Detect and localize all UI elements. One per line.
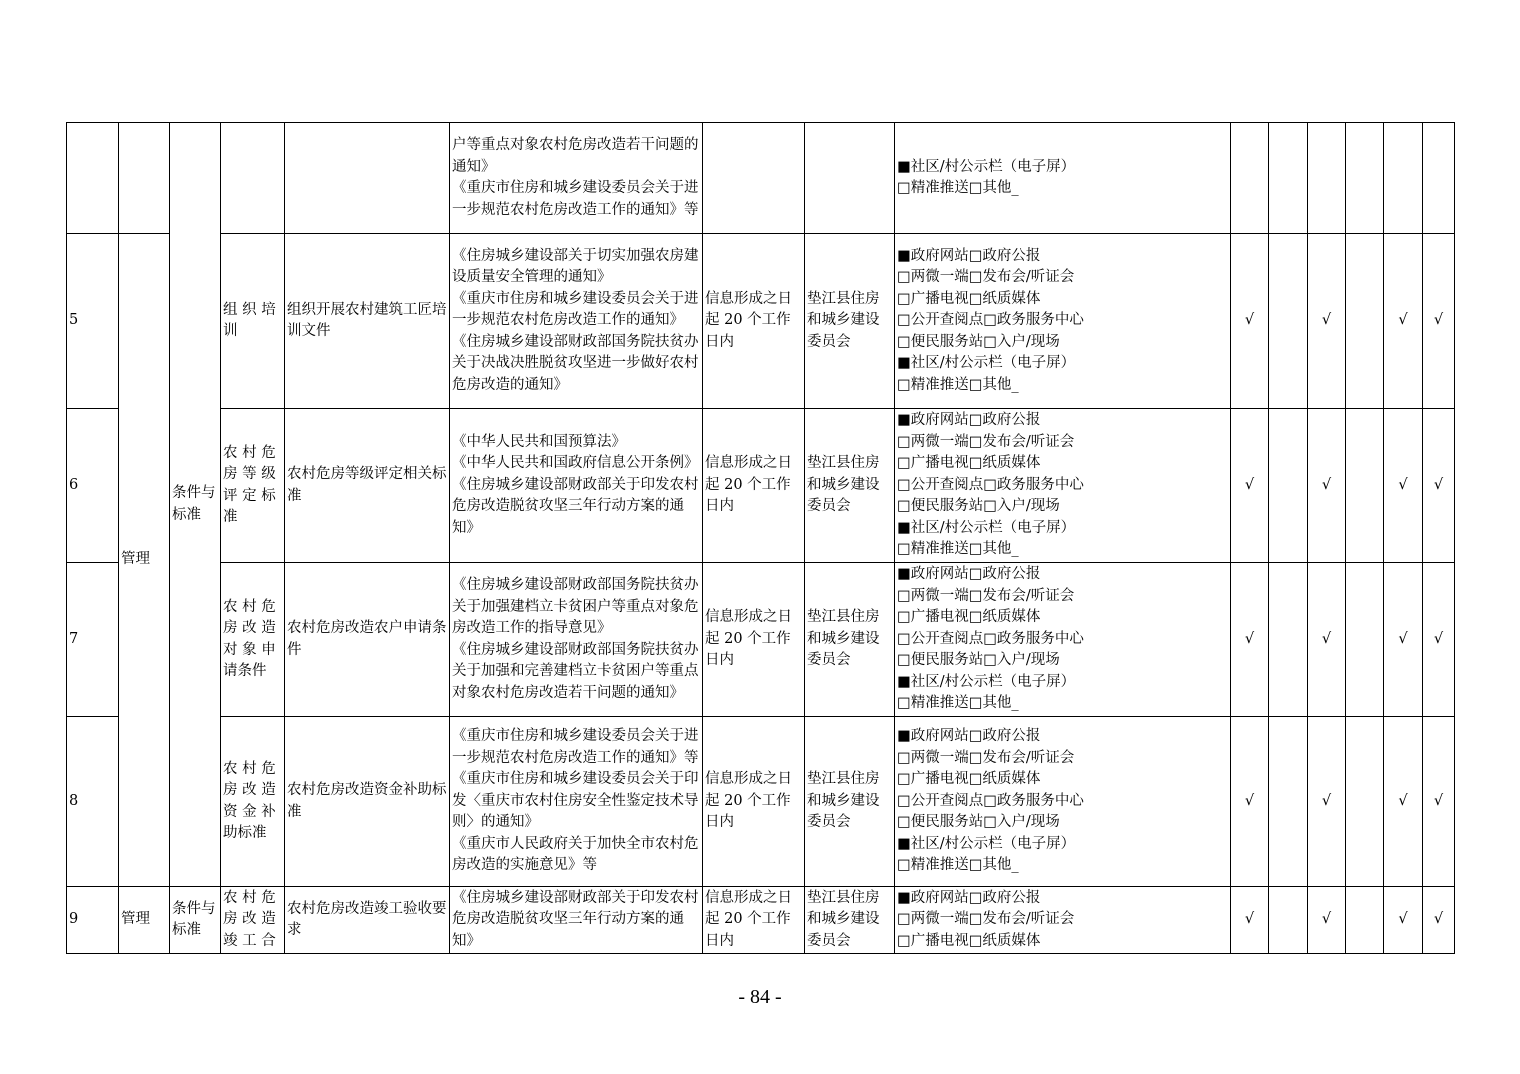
text-line: 组 织 培 [223, 301, 276, 318]
channels-cell [895, 234, 1231, 409]
text-line: □广播电视□纸质媒体 [897, 932, 1041, 949]
check-cell: √ [1384, 887, 1423, 954]
text-line: □公开查阅点□政务服务中心 [897, 312, 1084, 329]
check-cell: √ [1384, 409, 1423, 563]
check-cell: √ [1231, 409, 1269, 563]
text-line: 农 村 危 [223, 444, 276, 461]
agency-cell: 垫江县住房和城乡建设委员会 [805, 717, 895, 887]
channels-cell [895, 717, 1231, 887]
check-cell [1346, 123, 1384, 234]
text-line: 《住房城乡建设部财政部国务院扶贫办关于加强和完善建档立卡贫困户等重点对象农村危房改造若干问题的通知》 [452, 641, 699, 701]
table-row [67, 563, 1455, 717]
check-cell [1269, 563, 1308, 717]
basis-cell [450, 409, 703, 563]
text-line: 《中华人民共和国预算法》 [452, 433, 626, 450]
agency-cell: 垫江县住房和城乡建设委员会 [805, 409, 895, 563]
check-cell [1346, 234, 1384, 409]
text-line: ■政府网站□政府公报 [897, 889, 1041, 906]
agency-cell: 垫江县住房和城乡建设委员会 [805, 563, 895, 717]
item-cell [221, 123, 285, 234]
channels-cell [895, 887, 1231, 954]
subcategory-cell: 条件与标准 [170, 123, 221, 887]
text-line: ■政府网站□政府公报 [897, 247, 1041, 264]
check-cell: √ [1231, 717, 1269, 887]
text-line: □公开查阅点□政务服务中心 [897, 792, 1084, 809]
channels-cell [895, 563, 1231, 717]
text-line: ■社区/村公示栏（电子屏） [897, 355, 1076, 372]
check-cell: √ [1423, 234, 1455, 409]
text-line: 《住房城乡建设部关于切实加强农房建设质量安全管理的通知》 [452, 247, 699, 286]
basis-cell [450, 234, 703, 409]
text-line: ■社区/村公示栏（电子屏） [897, 519, 1076, 536]
check-cell: √ [1231, 234, 1269, 409]
channels-cell [895, 123, 1231, 234]
check-cell [1269, 409, 1308, 563]
text-line: □广播电视□纸质媒体 [897, 290, 1041, 307]
check-cell [1384, 123, 1423, 234]
time-limit-cell [703, 123, 805, 234]
row-number-cell: 8 [67, 717, 119, 887]
basis-cell [450, 887, 703, 954]
text-line: 房 改 造 [223, 911, 276, 928]
text-line: 《重庆市住房和城乡建设委员会关于进一步规范农村危房改造工作的通知》等 [452, 728, 699, 766]
text-line: ■社区/村公示栏（电子屏） [897, 158, 1076, 175]
text-line: □便民服务站□入户/现场 [897, 652, 1060, 669]
check-cell: √ [1308, 887, 1346, 954]
text-line: 《住房城乡建设部财政部关于印发农村危房改造脱贫攻坚三年行动方案的通知》 [452, 476, 699, 536]
agency-cell: 垫江县住房和城乡建设委员会 [805, 234, 895, 409]
check-cell [1231, 123, 1269, 234]
page-number: - 84 - [738, 986, 782, 1008]
text-line: 助标准 [223, 825, 267, 841]
text-line: ■政府网站□政府公报 [897, 728, 1041, 745]
basis-cell [450, 717, 703, 887]
channels-cell [895, 409, 1231, 563]
check-cell: √ [1308, 409, 1346, 563]
text-line: □两微一端□发布会/听证会 [897, 433, 1075, 450]
text-line: □精准推送□其他_ [897, 180, 1019, 196]
content-cell [285, 887, 450, 954]
time-limit-cell: 信息形成之日起 20 个工作日内 [703, 717, 805, 887]
item-cell [221, 887, 285, 954]
text-line: □广播电视□纸质媒体 [897, 609, 1041, 626]
item-cell [221, 717, 285, 887]
time-limit-cell: 信息形成之日起 20 个工作日内 [703, 409, 805, 563]
content-cell [285, 234, 450, 409]
row-number-cell: 9 [67, 887, 119, 954]
text-line: □公开查阅点□政务服务中心 [897, 630, 1084, 647]
item-cell [221, 409, 285, 563]
time-limit-cell: 信息形成之日起 20 个工作日内 [703, 563, 805, 717]
content-cell [285, 123, 450, 234]
check-cell: √ [1308, 234, 1346, 409]
row-number-cell: 5 [67, 234, 119, 409]
text-line: 农村危房改造竣工验收要求 [287, 900, 447, 938]
text-line: □两微一端□发布会/听证会 [897, 587, 1075, 604]
check-cell [1346, 717, 1384, 887]
text-line: □精准推送□其他_ [897, 857, 1019, 874]
check-cell [1269, 234, 1308, 409]
text-line: □两微一端□发布会/听证会 [897, 749, 1075, 766]
content-cell [285, 563, 450, 717]
text-line: 《重庆市住房和城乡建设委员会关于进一步规范农村危房改造工作的通知》 [452, 290, 699, 329]
row-number-cell: 6 [67, 409, 119, 563]
text-line: 请条件 [223, 663, 267, 679]
check-cell: √ [1423, 409, 1455, 563]
check-cell: √ [1384, 563, 1423, 717]
check-cell [1346, 409, 1384, 563]
check-cell [1346, 887, 1384, 954]
text-line: 组织开展农村建筑工匠培训文件 [287, 301, 447, 339]
table-row [67, 234, 1455, 409]
text-line: 农村危房等级评定相关标准 [287, 466, 447, 504]
text-line: 《住房城乡建设部财政部关于印发农村危房改造脱贫攻坚三年行动方案的通知》 [452, 889, 699, 949]
basis-cell [450, 123, 703, 234]
text-line: □两微一端□发布会/听证会 [897, 269, 1075, 286]
check-cell: √ [1423, 563, 1455, 717]
text-line: 户等重点对象农村危房改造若干问题的通知》 [452, 137, 699, 175]
agency-cell: 垫江县住房和城乡建设委员会 [805, 887, 895, 954]
text-line: □公开查阅点□政务服务中心 [897, 476, 1084, 493]
item-cell [221, 563, 285, 717]
text-line: □精准推送□其他_ [897, 541, 1019, 558]
text-line: 对 象 申 [223, 641, 276, 658]
text-line: 《重庆市住房和城乡建设委员会关于印发〈重庆市农村住房安全性鉴定技术导则〉的通知》 [452, 771, 699, 831]
table-row [67, 123, 1455, 234]
text-line: ■社区/村公示栏（电子屏） [897, 835, 1076, 852]
row-number-cell: 7 [67, 563, 119, 717]
table-row [67, 409, 1455, 563]
text-line: □精准推送□其他_ [897, 695, 1019, 712]
check-cell: √ [1308, 563, 1346, 717]
text-line: □便民服务站□入户/现场 [897, 333, 1060, 350]
table-row [67, 717, 1455, 887]
text-line: □广播电视□纸质媒体 [897, 771, 1041, 788]
check-cell: √ [1384, 717, 1423, 887]
text-line: 农村危房改造资金补助标准 [287, 782, 447, 820]
check-cell: √ [1423, 717, 1455, 887]
text-line: 竣 工 合 [223, 932, 276, 949]
text-line: 《住房城乡建设部财政部国务院扶贫办关于加强建档立卡贫困户等重点对象危房改造工作的指导意见》 [452, 577, 699, 636]
text-line: □广播电视□纸质媒体 [897, 455, 1041, 472]
content-cell [285, 409, 450, 563]
text-line: 《中华人民共和国政府信息公开条例》 [452, 455, 699, 472]
check-cell: √ [1231, 887, 1269, 954]
text-line: 准 [223, 509, 238, 525]
text-line: 《重庆市住房和城乡建设委员会关于进一步规范农村危房改造工作的通知》等 [452, 180, 699, 218]
text-line: ■政府网站□政府公报 [897, 412, 1041, 429]
text-line: 农村危房改造农户申请条件 [287, 620, 447, 658]
check-cell [1269, 123, 1308, 234]
time-limit-cell: 信息形成之日起 20 个工作日内 [703, 887, 805, 954]
text-line: □便民服务站□入户/现场 [897, 498, 1060, 515]
text-line: 《重庆市人民政府关于加快全市农村危房改造的实施意见》等 [452, 835, 699, 874]
text-line: 资 金 补 [223, 803, 276, 820]
check-cell [1308, 123, 1346, 234]
check-cell: √ [1384, 234, 1423, 409]
check-cell [1346, 563, 1384, 717]
text-line: 农 村 危 [223, 889, 276, 906]
text-line: ■社区/村公示栏（电子屏） [897, 673, 1076, 690]
text-line: 房 改 造 [223, 782, 276, 798]
time-limit-cell: 信息形成之日起 20 个工作日内 [703, 234, 805, 409]
check-cell [1423, 123, 1455, 234]
text-line: 《住房城乡建设部财政部国务院扶贫办关于决战决胜脱贫攻坚进一步做好农村危房改造的通知》 [452, 333, 699, 393]
agency-cell [805, 123, 895, 234]
disclosure-table [66, 122, 1455, 954]
text-line: □两微一端□发布会/听证会 [897, 911, 1075, 928]
item-cell [221, 234, 285, 409]
basis-cell [450, 563, 703, 717]
text-line: 房 改 造 [223, 620, 276, 636]
check-cell: √ [1308, 717, 1346, 887]
table-row [67, 887, 1455, 954]
category-cell [119, 123, 170, 234]
text-line: 房 等 级 [223, 466, 276, 482]
text-line: 评 定 标 [223, 487, 276, 504]
content-cell [285, 717, 450, 887]
text-line: □精准推送□其他_ [897, 376, 1019, 393]
subcategory-cell: 条件与标准 [170, 887, 221, 954]
check-cell: √ [1423, 887, 1455, 954]
category-cell: 管理 [119, 887, 170, 954]
text-line: 训 [223, 323, 238, 339]
row-number-cell [67, 123, 119, 234]
text-line: 农 村 危 [223, 598, 276, 615]
check-cell [1269, 887, 1308, 954]
text-line: 农 村 危 [223, 760, 276, 777]
text-line: ■政府网站□政府公报 [897, 566, 1041, 583]
check-cell [1269, 717, 1308, 887]
check-cell: √ [1231, 563, 1269, 717]
text-line: □便民服务站□入户/现场 [897, 814, 1060, 831]
category-cell: 管理 [119, 234, 170, 887]
